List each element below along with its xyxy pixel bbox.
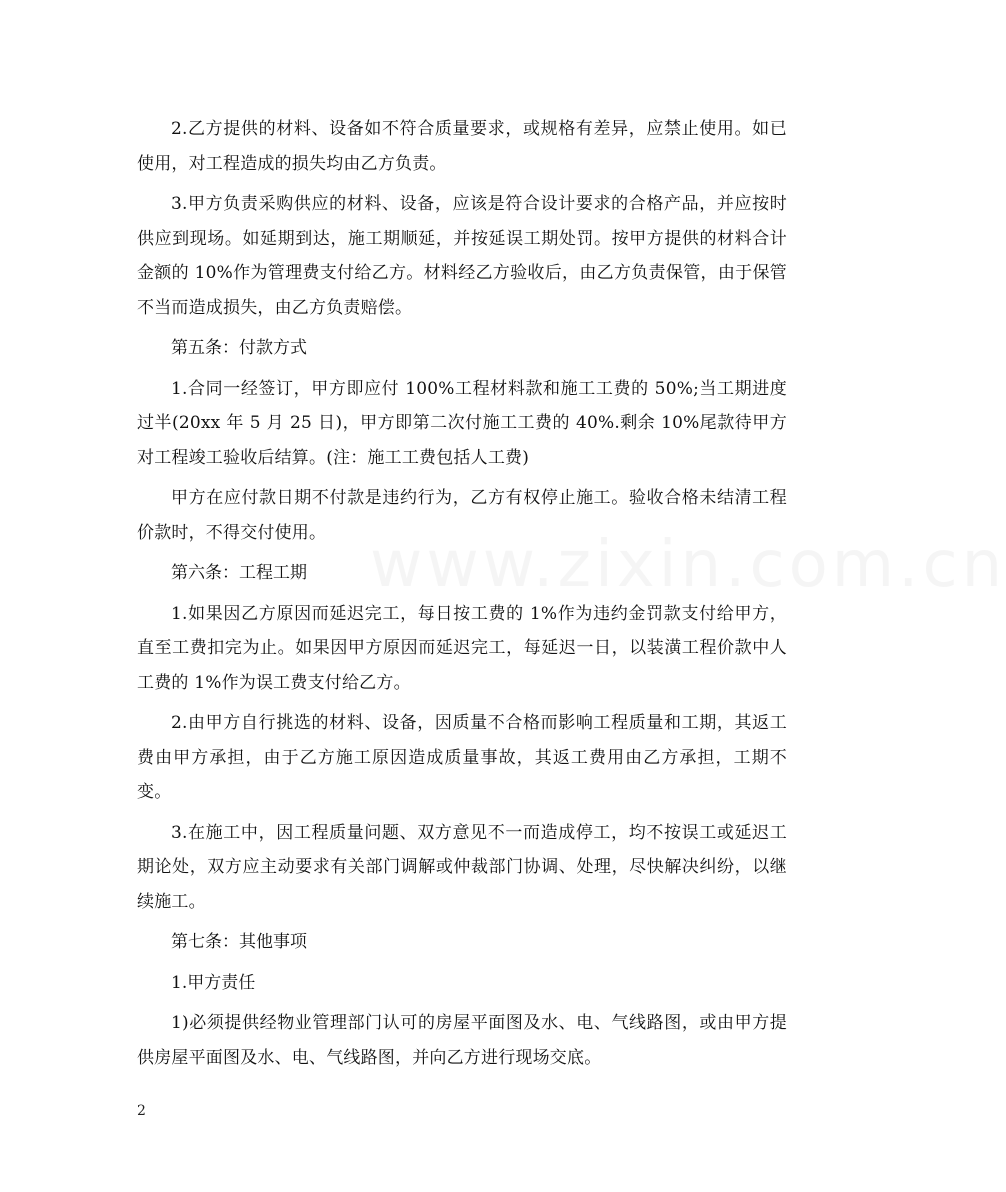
- paragraph-material-quality: 2.乙方提供的材料、设备如不符合质量要求，或规格有差异，应禁止使用。如已使用，对工程造成的损失均由乙方负责。: [137, 119, 787, 174]
- paragraph-party-a-procurement: 3.甲方负责采购供应的材料、设备，应该是符合设计要求的合格产品，并应按时供应到现场。如延期到达，施工期顺延，并按延误工期处罚。按甲方提供的材料合计金额的 10%作为管理费支付给乙方。材料经乙方验收后，由乙方负责保管，由于保管不当而造成损失，由乙方负责赔偿。: [137, 194, 787, 318]
- paragraph-delay-penalty: 1.如果因乙方原因而延迟完工，每日按工费的 1%作为违约金罚款支付给甲方，直至工费扣完为止。如果因甲方原因而延迟完工，每延迟一日，以装潢工程价款中人工费的 1%作为误工费支付给乙方。: [137, 603, 787, 693]
- paragraph-payment-schedule: 1.合同一经签订，甲方即应付 100%工程材料款和施工工费的 50%;当工期进度过半(20xx 年 5 月 25 日)，甲方即第二次付施工工费的 40%.剩余 10%尾款待甲方对工程竣工验收后结算。(注：施工工费包括人工费): [137, 378, 787, 468]
- paragraph-rework-cost: 2.由甲方自行挑选的材料、设备，因质量不合格而影响工程质量和工期，其返工费由甲方承担，由于乙方施工原因造成质量事故，其返工费用由乙方承担，工期不变。: [137, 713, 787, 802]
- paragraph-payment-default: 甲方在应付款日期不付款是违约行为，乙方有权停止施工。验收合格未结清工程价款时，不得交付使用。: [137, 488, 787, 543]
- paragraph-work-stoppage: 3.在施工中，因工程质量问题、双方意见不一而造成停工，均不按误工或延迟工期论处，双方应主动要求有关部门调解或仲裁部门协调、处理，尽快解决纠纷，以继续施工。: [137, 822, 787, 912]
- paragraph-floor-plan-requirement: 1)必须提供经物业管理部门认可的房屋平面图及水、电、气线路图，或由甲方提供房屋平面图及水、电、气线路图，并向乙方进行现场交底。: [137, 1013, 787, 1068]
- subheading-party-a-responsibility: 1.甲方责任: [171, 972, 256, 993]
- document-body: [137, 112, 787, 1081]
- section-heading-payment: 第五条：付款方式: [171, 338, 307, 358]
- watermark: www.zixin.com.cn: [370, 528, 1006, 602]
- section-heading-schedule: 第六条：工程工期: [171, 563, 307, 583]
- page-number: 2: [137, 1103, 146, 1119]
- section-heading-other-matters: 第七条：其他事项: [171, 932, 307, 952]
